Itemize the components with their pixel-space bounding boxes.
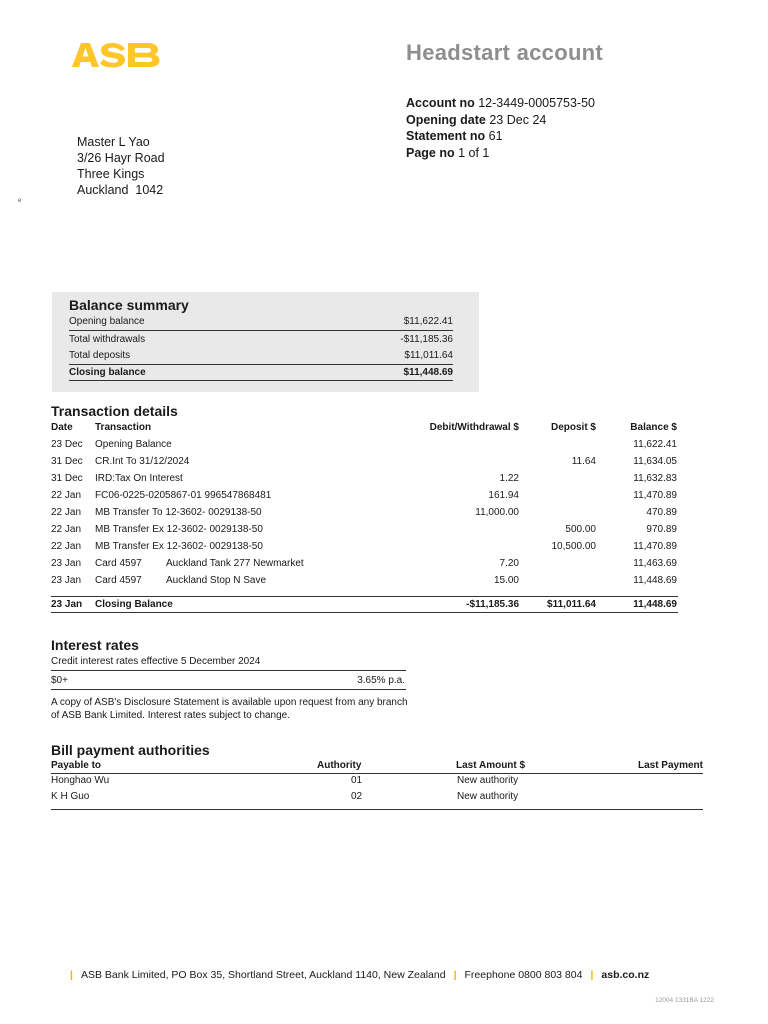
bill-payment-header: Payable to Authority Last Amount $ Last Payment [51, 758, 703, 774]
footer-website: asb.co.nz [601, 969, 650, 981]
transaction-table-header: Date Transaction Debit/Withdrawal $ Deposit $ Balance $ [51, 422, 677, 433]
table-row: 22 Jan MB Transfer To 12-3602- 0029138-50 11,000.00 470.89 [51, 507, 677, 518]
statement-number: 61 [488, 129, 503, 143]
opening-date-line: Opening date 23 Dec 24 [406, 112, 547, 127]
address-line: Three Kings [77, 167, 145, 181]
print-mark: e [18, 198, 22, 204]
bill-payment-title: Bill payment authorities [51, 742, 210, 758]
table-row: Honghao Wu 01 New authority [51, 775, 519, 786]
summary-row-closing: Closing balance $11,448.69 [69, 364, 453, 381]
closing-balance-row: 23 Jan Closing Balance -$11,185.36 $11,011.64 11,448.69 [51, 596, 678, 613]
table-row: 23 Dec Opening Balance 11,622.41 [51, 439, 677, 450]
interest-tier: $0+ [51, 675, 68, 686]
table-row: 31 Dec IRD:Tax On Interest 1.22 11,632.83 [51, 473, 677, 484]
document-title: Headstart account [406, 40, 604, 65]
statement-number-line: Statement no 61 [406, 129, 503, 143]
table-row: 22 Jan FC06-0225-0205867-01 996547868481 161.94 11,470.89 [51, 490, 677, 501]
address-line: 3/26 Hayr Road [77, 151, 165, 165]
address-line: Auckland 1042 [77, 183, 164, 197]
summary-row-deposits: Total deposits $11,011.64 [69, 350, 453, 361]
disclosure-note: A copy of ASB's Disclosure Statement is available upon request from any branch of ASB Bank Limited. Interest rates subject to change. [51, 697, 408, 721]
table-row: 23 Jan Card 4597 Auckland Stop N Save 15.00 11,448.69 [51, 575, 677, 586]
footer-address: ASB Bank Limited, PO Box 35, Shortland Street, Auckland 1140, New Zealand [80, 969, 446, 981]
account-number: 12-3449-0005753-50 [478, 96, 596, 110]
bill-payment-divider [51, 809, 703, 810]
summary-row-opening: Opening balance $11,622.41 [69, 316, 453, 327]
interest-rate: 3.65% p.a. [357, 675, 405, 686]
footer-separator: | [590, 969, 594, 981]
account-details [406, 95, 595, 161]
balance-summary [52, 292, 479, 392]
transaction-details-title: Transaction details [51, 403, 178, 419]
table-row: 22 Jan MB Transfer Ex 12-3602- 0029138-50 500.00 970.89 [51, 524, 677, 535]
table-row: 23 Jan Card 4597 Auckland Tank 277 Newmarket 7.20 11,463.69 [51, 558, 677, 569]
page-number: 1 of 1 [458, 145, 490, 160]
account-number-line: Account no 12-3449-0005753-50 [406, 96, 596, 110]
balance-summary-title: Balance summary [69, 297, 189, 313]
table-row: K H Guo 02 New authority [51, 791, 519, 802]
customer-name: Master L Yao [77, 135, 150, 149]
table-row: 22 Jan MB Transfer Ex 12-3602- 0029138-50 10,500.00 11,470.89 [51, 541, 677, 552]
interest-rate-row [51, 670, 406, 690]
footer-separator: | [70, 969, 73, 981]
interest-rates-title: Interest rates [51, 637, 139, 653]
customer-address [77, 134, 165, 198]
interest-rates-subtitle: Credit interest rates effective 5 December 2024 [51, 656, 261, 667]
footer-phone: Freephone 0800 803 804 [464, 969, 583, 981]
footer-separator: | [453, 969, 457, 981]
opening-date: 23 Dec 24 [489, 112, 547, 127]
footer [70, 969, 649, 981]
asb-logo [72, 42, 176, 68]
page-number-line: Page no 1 of 1 [406, 145, 490, 160]
summary-row-withdrawals: Total withdrawals -$11,185.36 [69, 330, 453, 347]
document-reference: 12004 1331BA 1222 [655, 997, 714, 1004]
table-row: 31 Dec CR.Int To 31/12/2024 11.64 11,634.05 [51, 456, 677, 467]
